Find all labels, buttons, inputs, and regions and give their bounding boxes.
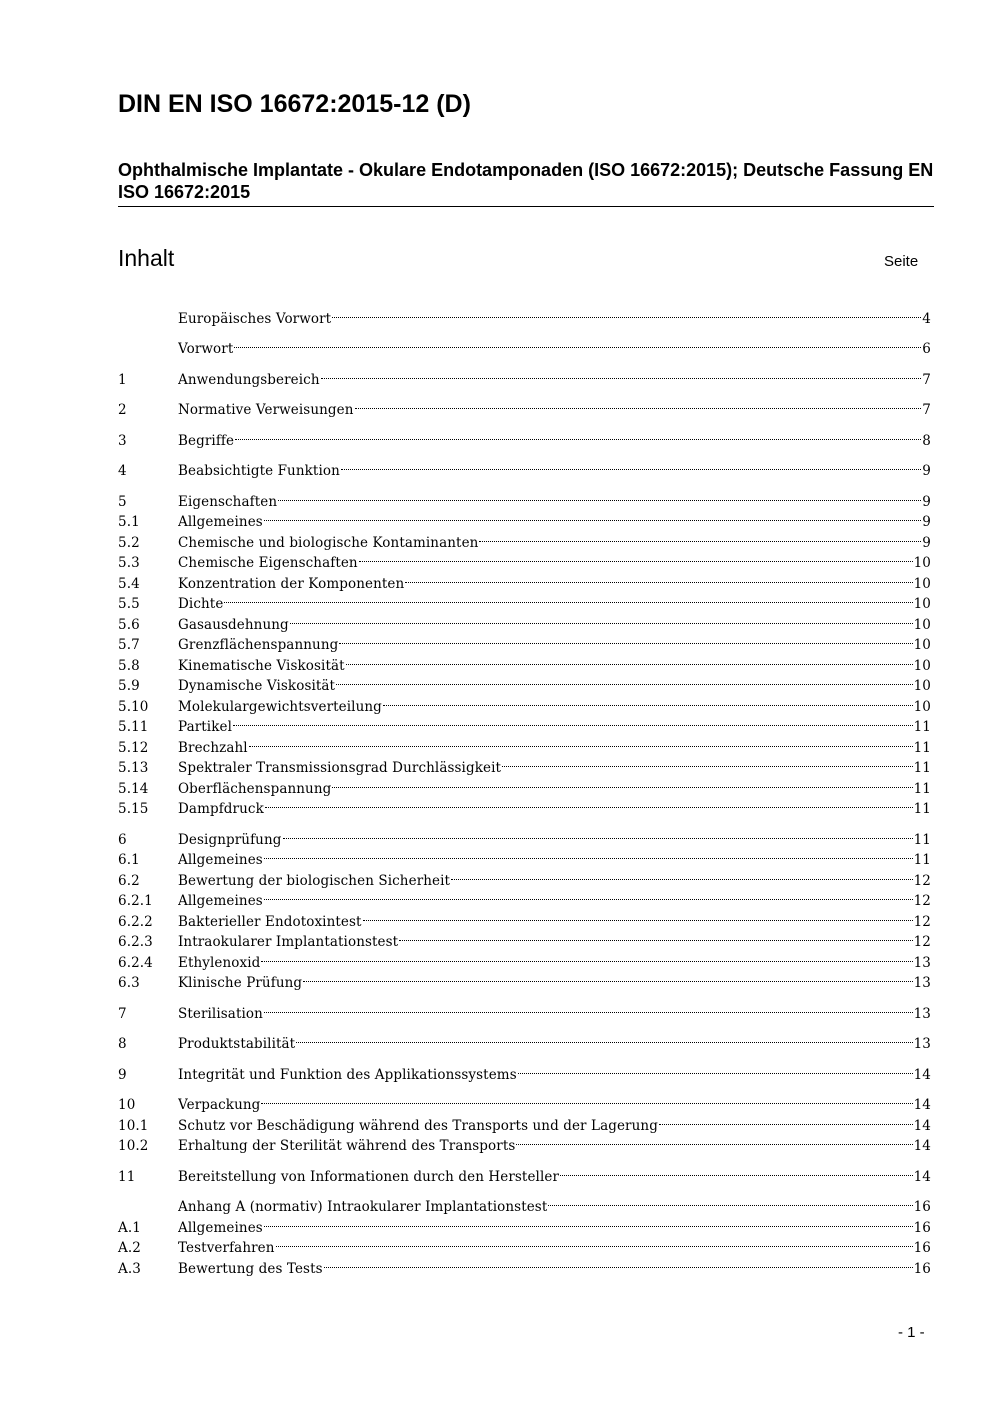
- toc-dot-leader: [233, 711, 913, 732]
- toc-entry-page: 7: [922, 402, 931, 418]
- toc-entry-title: Vorwort: [178, 341, 234, 357]
- toc-entry-number: 5.9: [118, 678, 140, 694]
- toc-entry[interactable]: [118, 608, 931, 633]
- toc-entry-page: 9: [922, 514, 931, 530]
- toc-dot-leader: [363, 905, 913, 926]
- toc-entry-title: Partikel: [178, 719, 233, 735]
- toc-entry-title: Eigenschaften: [178, 493, 278, 510]
- toc-entry[interactable]: [118, 588, 931, 612]
- toc-entry[interactable]: [118, 485, 931, 510]
- toc-entry-number: A.3: [118, 1260, 141, 1277]
- toc-entry-title: Dampfdruck: [178, 801, 264, 817]
- toc-dot-leader: [399, 926, 912, 947]
- toc-entry[interactable]: [118, 302, 931, 327]
- toc-dot-leader: [518, 1058, 913, 1079]
- toc-entry-number: 11: [118, 1168, 136, 1185]
- toc-entry-number: 6.1: [118, 852, 140, 868]
- toc-entry-page: 10: [913, 616, 931, 633]
- toc-entry-title: Dichte: [178, 596, 224, 612]
- toc-entry-title: Klinische Prüfung: [178, 975, 303, 991]
- toc-entry-title: Bereitstellung von Informationen durch den Hersteller: [178, 1168, 560, 1185]
- toc-entry-number: A.2: [118, 1240, 141, 1256]
- toc-entry-page: 12: [913, 913, 931, 930]
- toc-entry-title: Molekulargewichtsverteilung: [178, 698, 382, 715]
- toc-entry-page: 11: [913, 760, 931, 776]
- toc-dot-leader: [264, 844, 913, 865]
- toc-dot-leader: [296, 1028, 912, 1049]
- toc-entry-page: 9: [922, 493, 931, 510]
- toc-entry-page: 10: [913, 637, 931, 653]
- toc-entry-title: Brechzahl: [178, 739, 248, 756]
- toc-dot-leader: [451, 864, 913, 885]
- toc-dot-leader: [341, 455, 921, 476]
- toc-dot-leader: [659, 1109, 913, 1130]
- toc-entry-page: 14: [913, 1097, 931, 1113]
- toc-entry-title: Testverfahren: [178, 1240, 275, 1256]
- toc-entry-number: A.1: [118, 1219, 141, 1236]
- toc-dot-leader: [405, 567, 912, 588]
- toc-dot-leader: [249, 731, 913, 752]
- toc-dot-leader: [303, 967, 912, 988]
- toc-dot-leader: [264, 885, 913, 906]
- toc-entry-page: 7: [922, 371, 931, 388]
- toc-entry-page: 11: [913, 831, 931, 848]
- toc-entry-title: Integrität und Funktion des Applikationssystems: [178, 1066, 517, 1083]
- toc-entry[interactable]: [118, 711, 931, 735]
- toc-dot-leader: [339, 629, 912, 650]
- toc-dot-leader: [283, 823, 913, 844]
- toc-entry[interactable]: [118, 1028, 931, 1052]
- toc-entry-title: Verpackung: [178, 1097, 261, 1113]
- toc-entry-page: 16: [913, 1240, 931, 1256]
- toc-dot-leader: [261, 946, 912, 967]
- toc-dot-leader: [224, 588, 912, 609]
- toc-entry-page: 16: [913, 1199, 931, 1215]
- toc-entry-number: 5.12: [118, 739, 149, 756]
- toc-dot-leader: [516, 1130, 912, 1151]
- toc-entry-number: 5: [118, 493, 127, 510]
- toc-dot-leader: [235, 424, 921, 445]
- toc-entry[interactable]: [118, 1089, 931, 1113]
- toc-entry-title: Dynamische Viskosität: [178, 678, 336, 694]
- toc-entry-number: 5.10: [118, 698, 149, 715]
- toc-entry-number: 6.2.3: [118, 934, 153, 950]
- toc-entry-title: Ethylenoxid: [178, 954, 261, 971]
- toc-entry-page: 10: [913, 596, 931, 612]
- toc-entry-number: 5.6: [118, 616, 140, 633]
- toc-entry[interactable]: [118, 424, 931, 449]
- toc-entry[interactable]: [118, 997, 931, 1022]
- toc-entry-number: 5.11: [118, 719, 149, 735]
- toc-entry-title: Designprüfung: [178, 831, 282, 848]
- toc-entry-page: 14: [913, 1117, 931, 1134]
- toc-entry-number: 4: [118, 463, 127, 479]
- toc-entry-title: Erhaltung der Sterilität während des Transports: [178, 1138, 516, 1154]
- toc-entry-number: 5.7: [118, 637, 140, 653]
- toc-dot-leader: [560, 1160, 913, 1181]
- toc-entry-page: 12: [913, 893, 931, 909]
- toc-entry-title: Kinematische Viskosität: [178, 657, 345, 674]
- toc-entry-title: Bewertung des Tests: [178, 1260, 323, 1277]
- toc-entry-title: Normative Verweisungen: [178, 402, 354, 418]
- toc-entry-number: 5.14: [118, 780, 149, 797]
- toc-entry-number: 3: [118, 432, 127, 449]
- toc-dot-leader: [479, 526, 921, 547]
- toc-entry-page: 8: [922, 432, 931, 449]
- toc-dot-leader: [355, 394, 922, 415]
- subtitle-divider: [118, 206, 934, 207]
- toc-entry-page: 11: [913, 852, 931, 868]
- toc-entry-number: 10: [118, 1097, 136, 1113]
- toc-dot-leader: [383, 690, 913, 711]
- toc-entry-title: Europäisches Vorwort: [178, 310, 332, 327]
- toc-entry-title: Produktstabilität: [178, 1036, 296, 1052]
- toc-entry-number: 6.3: [118, 975, 140, 991]
- toc-page-column-heading: Seite: [884, 253, 919, 270]
- toc-dot-leader: [359, 547, 913, 568]
- toc-entry-number: 5.3: [118, 555, 140, 571]
- toc-entry-number: 6.2.4: [118, 954, 153, 971]
- toc-dot-leader: [290, 608, 913, 629]
- toc-entry-number: 5.8: [118, 657, 140, 674]
- toc-entry-title: Anhang A (normativ) Intraokularer Implantationstest: [178, 1199, 548, 1215]
- toc-entry-number: 6.2.1: [118, 893, 153, 909]
- toc-entry-page: 10: [913, 698, 931, 715]
- table-of-contents: [118, 302, 931, 1277]
- toc-dot-leader: [264, 506, 921, 527]
- toc-entry-title: Allgemeines: [178, 852, 263, 868]
- toc-entry-number: 5.15: [118, 801, 149, 817]
- toc-dot-leader: [502, 752, 913, 773]
- toc-dot-leader: [278, 485, 921, 506]
- toc-entry-number: 5.2: [118, 534, 140, 551]
- toc-entry-number: 2: [118, 402, 127, 418]
- toc-entry-number: 5.5: [118, 596, 140, 612]
- toc-entry-number: 5.4: [118, 575, 140, 592]
- toc-entry-number: 8: [118, 1036, 127, 1052]
- toc-dot-leader: [264, 1211, 913, 1232]
- toc-entry-title: Konzentration der Komponenten: [178, 575, 405, 592]
- toc-dot-leader: [264, 997, 913, 1018]
- toc-dot-leader: [261, 1089, 912, 1110]
- toc-entry-title: Allgemeines: [178, 1219, 263, 1236]
- toc-entry-page: 11: [913, 719, 931, 735]
- toc-dot-leader: [265, 793, 913, 814]
- toc-entry-number: 1: [118, 371, 127, 388]
- toc-entry-title: Chemische und biologische Kontaminanten: [178, 534, 479, 551]
- toc-entry-page: 6: [922, 341, 931, 357]
- toc-dot-leader: [321, 363, 922, 384]
- toc-heading: Inhalt: [118, 245, 175, 271]
- toc-entry[interactable]: [118, 1058, 931, 1083]
- toc-entry-page: 9: [922, 463, 931, 479]
- toc-entry-title: Chemische Eigenschaften: [178, 555, 358, 571]
- toc-dot-leader: [234, 333, 921, 354]
- toc-entry-number: 9: [118, 1066, 127, 1083]
- toc-entry[interactable]: [118, 823, 931, 848]
- toc-entry-number: 6.2: [118, 872, 140, 889]
- toc-dot-leader: [548, 1191, 912, 1212]
- toc-dot-leader: [324, 1252, 913, 1273]
- toc-entry-title: Bakterieller Endotoxintest: [178, 913, 362, 930]
- toc-entry[interactable]: [118, 1160, 931, 1185]
- toc-entry-title: Schutz vor Beschädigung während des Transports und der Lagerung: [178, 1117, 658, 1134]
- toc-entry-page: 11: [913, 780, 931, 797]
- toc-entry-title: Gasausdehnung: [178, 616, 289, 633]
- toc-entry-page: 14: [913, 1066, 931, 1083]
- toc-entry-number: 7: [118, 1005, 127, 1022]
- toc-entry-page: 16: [913, 1219, 931, 1236]
- toc-entry-page: 4: [922, 310, 931, 327]
- toc-entry-title: Allgemeines: [178, 893, 263, 909]
- toc-entry[interactable]: [118, 394, 931, 418]
- toc-entry-page: 13: [913, 1036, 931, 1052]
- toc-entry-page: 9: [922, 534, 931, 551]
- toc-entry-page: 13: [913, 975, 931, 991]
- toc-entry[interactable]: [118, 731, 931, 756]
- toc-entry-number: 6.2.2: [118, 913, 153, 930]
- toc-entry-number: 10.1: [118, 1117, 149, 1134]
- toc-entry-number: 6: [118, 831, 127, 848]
- toc-entry-title: Beabsichtigte Funktion: [178, 463, 340, 479]
- document-subtitle: Ophthalmische Implantate - Okulare Endotamponaden (ISO 16672:2015); Deutsche Fassung EN ISO 16672:2015: [118, 160, 934, 202]
- toc-entry[interactable]: [118, 363, 931, 388]
- toc-dot-leader: [276, 1232, 913, 1253]
- toc-dot-leader: [332, 302, 921, 323]
- toc-entry-page: 10: [913, 657, 931, 674]
- toc-entry-page: 14: [913, 1168, 931, 1185]
- toc-entry-page: 10: [913, 555, 931, 571]
- toc-entry-title: Spektraler Transmissionsgrad Durchlässigkeit: [178, 760, 502, 776]
- toc-dot-leader: [336, 670, 913, 691]
- toc-entry-title: Begriffe: [178, 432, 235, 449]
- toc-entry-title: Anwendungsbereich: [178, 371, 320, 388]
- page-number: - 1 -: [898, 1324, 925, 1341]
- toc-entry-number: 5.1: [118, 514, 140, 530]
- toc-entry-page: 11: [913, 801, 931, 817]
- document-title: DIN EN ISO 16672:2015-12 (D): [118, 90, 471, 118]
- toc-entry-page: 13: [913, 1005, 931, 1022]
- toc-entry-page: 16: [913, 1260, 931, 1277]
- toc-entry-title: Allgemeines: [178, 514, 263, 530]
- toc-entry-page: 11: [913, 739, 931, 756]
- toc-entry-page: 13: [913, 954, 931, 971]
- toc-dot-leader: [346, 649, 913, 670]
- toc-entry-page: 12: [913, 872, 931, 889]
- toc-dot-leader: [332, 772, 912, 793]
- toc-entry-page: 12: [913, 934, 931, 950]
- toc-entry-number: 10.2: [118, 1138, 149, 1154]
- toc-entry-number: 5.13: [118, 760, 149, 776]
- toc-entry-title: Bewertung der biologischen Sicherheit: [178, 872, 451, 889]
- toc-entry-title: Grenzflächenspannung: [178, 637, 339, 653]
- toc-entry-page: 10: [913, 575, 931, 592]
- toc-entry-title: Intraokularer Implantationstest: [178, 934, 399, 950]
- toc-entry[interactable]: [118, 1191, 931, 1215]
- toc-entry[interactable]: [118, 333, 931, 357]
- toc-entry-title: Oberflächenspannung: [178, 780, 332, 797]
- toc-entry-page: 10: [913, 678, 931, 694]
- toc-entry-page: 14: [913, 1138, 931, 1154]
- toc-entry-title: Sterilisation: [178, 1005, 263, 1022]
- toc-entry[interactable]: [118, 455, 931, 479]
